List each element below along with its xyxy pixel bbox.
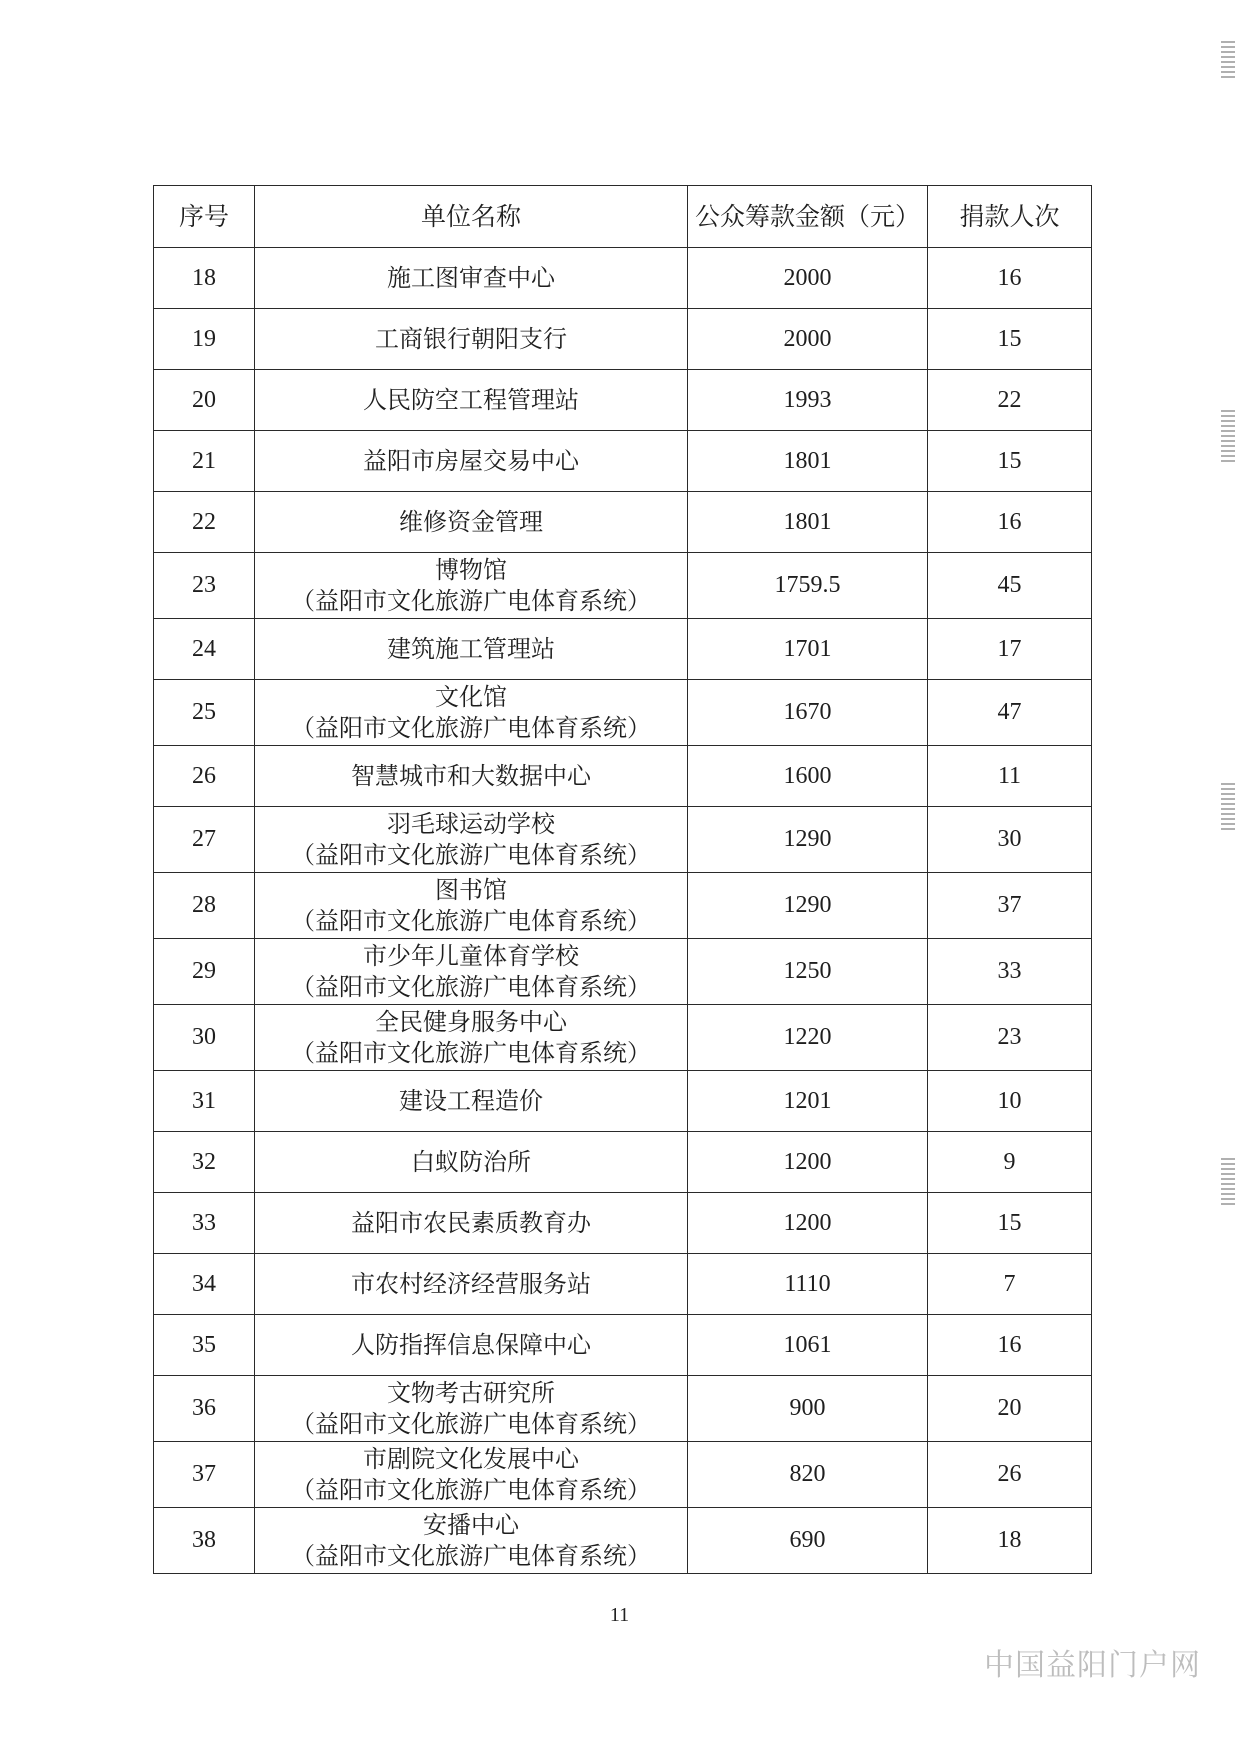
- cell-unit-name: [255, 1442, 688, 1508]
- table-row: [154, 873, 1092, 939]
- cell-unit-name: [255, 1132, 688, 1193]
- table-body: [154, 248, 1092, 1574]
- table-row: [154, 248, 1092, 309]
- cell-unit-name: [255, 1254, 688, 1315]
- unit-name: 羽毛球运动学校: [387, 809, 555, 838]
- cell-unit-name: [255, 309, 688, 370]
- table-row: [154, 1315, 1092, 1376]
- cell-unit-name: [255, 939, 688, 1005]
- cell-seq: 20: [154, 370, 255, 431]
- unit-system: （益阳市文化旅游广电体育系统）: [291, 713, 651, 742]
- scan-artifact: [1221, 410, 1235, 462]
- unit-name: 市剧院文化发展中心: [363, 1444, 579, 1473]
- unit-system: （益阳市文化旅游广电体育系统）: [291, 840, 651, 869]
- unit-name: 文化馆: [435, 682, 507, 711]
- unit-name: 全民健身服务中心: [375, 1007, 567, 1036]
- cell-amount: 1701: [688, 619, 928, 680]
- cell-seq: 37: [154, 1442, 255, 1508]
- cell-donor-count: 15: [928, 431, 1092, 492]
- cell-amount: 1200: [688, 1193, 928, 1254]
- cell-donor-count: 23: [928, 1005, 1092, 1071]
- unit-name: 博物馆: [435, 555, 507, 584]
- table-row: [154, 309, 1092, 370]
- cell-unit-name: [255, 1376, 688, 1442]
- cell-donor-count: 15: [928, 309, 1092, 370]
- cell-seq: 29: [154, 939, 255, 1005]
- cell-amount: 1670: [688, 680, 928, 746]
- unit-name: 智慧城市和大数据中心: [351, 761, 591, 790]
- cell-amount: 820: [688, 1442, 928, 1508]
- unit-name: 建筑施工管理站: [387, 634, 555, 663]
- header-seq: 序号: [154, 186, 255, 248]
- cell-seq: 36: [154, 1376, 255, 1442]
- unit-name: 人民防空工程管理站: [363, 385, 579, 414]
- cell-unit-name: [255, 553, 688, 619]
- unit-system: （益阳市文化旅游广电体育系统）: [291, 1541, 651, 1570]
- cell-amount: 1200: [688, 1132, 928, 1193]
- cell-unit-name: [255, 431, 688, 492]
- cell-donor-count: 33: [928, 939, 1092, 1005]
- cell-unit-name: [255, 370, 688, 431]
- unit-name: 工商银行朝阳支行: [375, 324, 567, 353]
- cell-donor-count: 9: [928, 1132, 1092, 1193]
- cell-donor-count: 47: [928, 680, 1092, 746]
- cell-donor-count: 16: [928, 1315, 1092, 1376]
- cell-unit-name: [255, 746, 688, 807]
- cell-seq: 33: [154, 1193, 255, 1254]
- table-row: [154, 1508, 1092, 1574]
- table-row: [154, 1254, 1092, 1315]
- table-row: [154, 1132, 1092, 1193]
- cell-amount: 1061: [688, 1315, 928, 1376]
- unit-system: （益阳市文化旅游广电体育系统）: [291, 1475, 651, 1504]
- cell-amount: 690: [688, 1508, 928, 1574]
- unit-name: 市农村经济经营服务站: [351, 1269, 591, 1298]
- table-row: [154, 939, 1092, 1005]
- unit-name: 市少年儿童体育学校: [363, 941, 579, 970]
- page-number: 11: [609, 1604, 630, 1626]
- scan-artifact: [1221, 780, 1235, 830]
- unit-name: 文物考古研究所: [387, 1378, 555, 1407]
- table-row: [154, 1071, 1092, 1132]
- cell-amount: 1201: [688, 1071, 928, 1132]
- cell-donor-count: 7: [928, 1254, 1092, 1315]
- cell-amount: 1290: [688, 873, 928, 939]
- cell-seq: 34: [154, 1254, 255, 1315]
- donation-table: [153, 185, 1092, 1574]
- cell-seq: 26: [154, 746, 255, 807]
- cell-seq: 18: [154, 248, 255, 309]
- cell-donor-count: 16: [928, 492, 1092, 553]
- cell-donor-count: 22: [928, 370, 1092, 431]
- unit-system: （益阳市文化旅游广电体育系统）: [291, 906, 651, 935]
- table-row: [154, 680, 1092, 746]
- cell-donor-count: 17: [928, 619, 1092, 680]
- cell-unit-name: [255, 248, 688, 309]
- unit-name: 人防指挥信息保障中心: [351, 1330, 591, 1359]
- cell-amount: 1110: [688, 1254, 928, 1315]
- header-amount: 公众筹款金额（元）: [688, 186, 928, 248]
- table-row: [154, 746, 1092, 807]
- cell-seq: 19: [154, 309, 255, 370]
- cell-seq: 32: [154, 1132, 255, 1193]
- cell-seq: 30: [154, 1005, 255, 1071]
- cell-amount: 2000: [688, 309, 928, 370]
- header-unit-name: 单位名称: [255, 186, 688, 248]
- cell-seq: 23: [154, 553, 255, 619]
- table-row: [154, 619, 1092, 680]
- scan-artifact: [1221, 1155, 1235, 1205]
- unit-name: 安播中心: [423, 1510, 519, 1539]
- cell-donor-count: 37: [928, 873, 1092, 939]
- cell-unit-name: [255, 1005, 688, 1071]
- cell-seq: 21: [154, 431, 255, 492]
- table-row: [154, 1193, 1092, 1254]
- table-row: [154, 492, 1092, 553]
- cell-amount: 1220: [688, 1005, 928, 1071]
- table-row: [154, 807, 1092, 873]
- unit-name: 施工图审查中心: [387, 263, 555, 292]
- cell-donor-count: 10: [928, 1071, 1092, 1132]
- cell-amount: 1993: [688, 370, 928, 431]
- cell-seq: 25: [154, 680, 255, 746]
- scan-artifact: [1221, 38, 1235, 78]
- cell-donor-count: 45: [928, 553, 1092, 619]
- unit-system: （益阳市文化旅游广电体育系统）: [291, 1409, 651, 1438]
- cell-amount: 1290: [688, 807, 928, 873]
- cell-unit-name: [255, 1071, 688, 1132]
- unit-name: 图书馆: [435, 875, 507, 904]
- unit-name: 白蚁防治所: [411, 1147, 531, 1176]
- cell-unit-name: [255, 1315, 688, 1376]
- table-row: [154, 553, 1092, 619]
- table-row: [154, 370, 1092, 431]
- cell-amount: 1600: [688, 746, 928, 807]
- cell-unit-name: [255, 1508, 688, 1574]
- unit-name: 建设工程造价: [399, 1086, 543, 1115]
- cell-donor-count: 20: [928, 1376, 1092, 1442]
- cell-seq: 35: [154, 1315, 255, 1376]
- cell-seq: 28: [154, 873, 255, 939]
- cell-unit-name: [255, 873, 688, 939]
- cell-amount: 1759.5: [688, 553, 928, 619]
- cell-amount: 1801: [688, 431, 928, 492]
- cell-seq: 38: [154, 1508, 255, 1574]
- table-header-row: [154, 186, 1092, 248]
- cell-donor-count: 16: [928, 248, 1092, 309]
- cell-unit-name: [255, 619, 688, 680]
- cell-amount: 900: [688, 1376, 928, 1442]
- cell-donor-count: 15: [928, 1193, 1092, 1254]
- table-row: [154, 1442, 1092, 1508]
- cell-amount: 1801: [688, 492, 928, 553]
- unit-name: 益阳市农民素质教育办: [351, 1208, 591, 1237]
- cell-donor-count: 26: [928, 1442, 1092, 1508]
- cell-donor-count: 11: [928, 746, 1092, 807]
- unit-name: 益阳市房屋交易中心: [363, 446, 579, 475]
- table-row: [154, 1376, 1092, 1442]
- unit-name: 维修资金管理: [399, 507, 543, 536]
- cell-seq: 27: [154, 807, 255, 873]
- cell-unit-name: [255, 1193, 688, 1254]
- unit-system: （益阳市文化旅游广电体育系统）: [291, 1038, 651, 1067]
- cell-unit-name: [255, 680, 688, 746]
- header-donor-count: 捐款人次: [928, 186, 1092, 248]
- unit-system: （益阳市文化旅游广电体育系统）: [291, 586, 651, 615]
- cell-unit-name: [255, 807, 688, 873]
- cell-unit-name: [255, 492, 688, 553]
- cell-seq: 22: [154, 492, 255, 553]
- cell-amount: 2000: [688, 248, 928, 309]
- site-watermark: 中国益阳门户网: [984, 1648, 1201, 1683]
- cell-amount: 1250: [688, 939, 928, 1005]
- table-row: [154, 1005, 1092, 1071]
- table-row: [154, 431, 1092, 492]
- cell-seq: 31: [154, 1071, 255, 1132]
- cell-donor-count: 18: [928, 1508, 1092, 1574]
- unit-system: （益阳市文化旅游广电体育系统）: [291, 972, 651, 1001]
- cell-donor-count: 30: [928, 807, 1092, 873]
- cell-seq: 24: [154, 619, 255, 680]
